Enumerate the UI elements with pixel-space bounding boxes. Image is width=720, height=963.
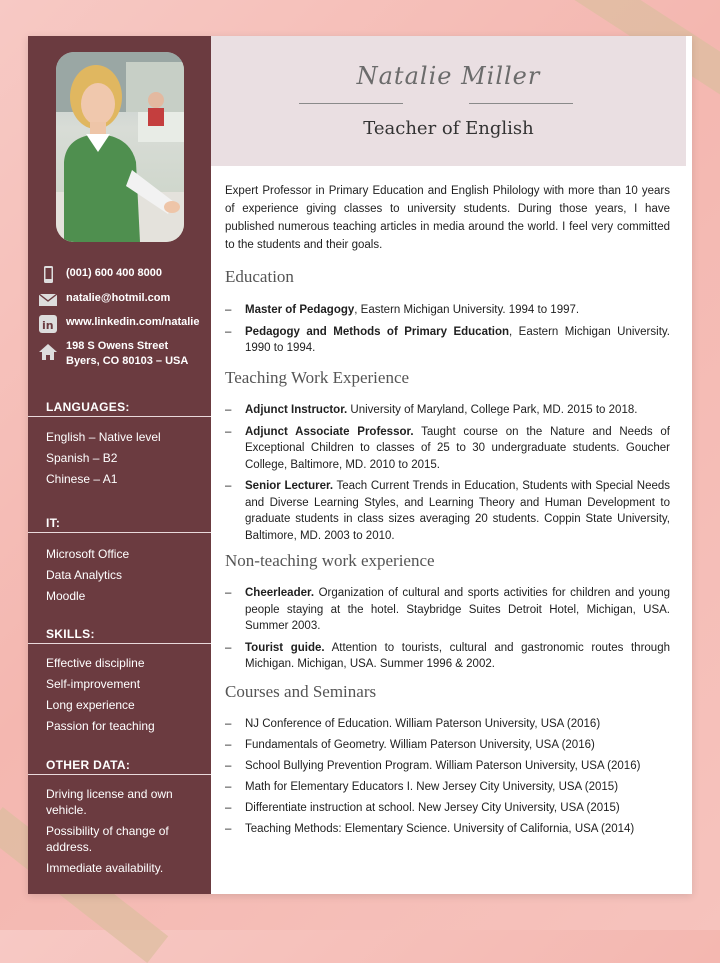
nonteaching-item: – Cheerleader. Organization of cultural and sports activities for children and young people staying at the hotel. Staybridge Suites Detroit Hotel, Michigan, USA. Summer 2003. xyxy=(225,587,670,632)
other-data-item: Immediate availability. xyxy=(46,861,164,875)
language-item: Spanish – B2 xyxy=(46,451,118,465)
teaching-item: – Adjunct Instructor. University of Maryland, College Park, MD. 2015 to 2018. xyxy=(225,404,638,416)
svg-text:in: in xyxy=(42,319,54,332)
education-item: – Pedagogy and Methods of Primary Education, Eastern Michigan University. 1990 to 1994. xyxy=(225,325,670,354)
course-item: – Differentiate instruction at school. New Jersey City University, USA (2015) xyxy=(225,802,620,814)
it-item: Microsoft Office xyxy=(46,547,130,561)
it-list xyxy=(46,544,206,607)
course-item: – School Bullying Prevention Program. William Paterson University, USA (2016) xyxy=(225,760,641,772)
person-name: Natalie Miller xyxy=(356,62,541,90)
course-item: – Fundamentals of Geometry. William Paterson University, USA (2016) xyxy=(225,739,595,751)
nonteaching-list xyxy=(225,585,670,678)
language-item: English – Native level xyxy=(46,430,161,444)
linkedin-icon xyxy=(38,315,58,333)
email-icon xyxy=(38,291,58,309)
teaching-list xyxy=(225,402,670,549)
education-list xyxy=(225,302,670,362)
header-band xyxy=(211,36,686,166)
education-heading: Education xyxy=(225,267,294,286)
phone-icon xyxy=(38,266,58,284)
nonteaching-heading: Non-teaching work experience xyxy=(225,551,435,570)
address-line-2: Byers, CO 80103 – USA xyxy=(66,355,189,367)
it-item: Data Analytics xyxy=(46,568,123,582)
education-item: – Master of Pedagogy, Eastern Michigan University. 1994 to 1997. xyxy=(225,304,580,316)
it-item: Moodle xyxy=(46,589,86,603)
course-item: – NJ Conference of Education. William Paterson University, USA (2016) xyxy=(225,718,601,730)
profile-photo xyxy=(56,52,184,242)
skill-item: Long experience xyxy=(46,698,135,712)
phone-number: (001) 600 400 8000 xyxy=(66,267,163,279)
teaching-heading: Teaching Work Experience xyxy=(225,368,410,387)
sidebar xyxy=(28,36,211,894)
course-item: – Math for Elementary Educators I. New Jersey City University, USA (2015) xyxy=(225,781,619,793)
address xyxy=(66,339,216,369)
courses-list xyxy=(225,716,670,842)
skill-item: Self-improvement xyxy=(46,677,141,691)
skill-item: Effective discipline xyxy=(46,656,145,670)
skills-list xyxy=(46,653,206,737)
job-title: Teacher of English xyxy=(363,118,534,139)
course-item: – Teaching Methods: Elementary Science. University of California, USA (2014) xyxy=(225,823,635,835)
divider-line xyxy=(469,103,573,104)
skill-item: Passion for teaching xyxy=(46,719,155,733)
languages-list xyxy=(46,427,206,490)
nonteaching-item: – Tourist guide. Attention to tourists, cultural and gastronomic routes through Michigan. Michigan, USA. Summer 1996 & 2002. xyxy=(225,641,670,670)
other-data-item: Driving license and own vehicle. xyxy=(46,787,173,817)
email-address[interactable]: natalie@hotmil.com xyxy=(66,292,171,304)
linkedin-url[interactable]: www.linkedin.com/natalie xyxy=(66,316,200,328)
profile-summary: Expert Professor in Primary Education and English Philology with more than 10 years of experience giving classes to university students. During those years, I have published numerous teaching articles in media around the world. I feel very committed to the students and their goals. xyxy=(225,185,670,251)
skills-heading: SKILLS: xyxy=(28,625,211,644)
address-line-1: 198 S Owens Street xyxy=(66,340,169,352)
other-data-list xyxy=(46,786,186,881)
divider-line xyxy=(299,103,403,104)
teaching-item: – Senior Lecturer. Teach Current Trends in Education, Students with Special Needs and Diverse Learning Styles, and Learning Theory and Human Development to graduate students in class sizes averaging 20 students. Coppin State University, Baltimore, MD. 2003 to 2010. xyxy=(225,480,671,542)
home-icon xyxy=(38,343,58,361)
other-data-heading: OTHER DATA: xyxy=(28,756,211,775)
languages-heading: LANGUAGES: xyxy=(28,398,211,417)
it-heading: IT: xyxy=(28,514,211,533)
language-item: Chinese – A1 xyxy=(46,472,118,486)
courses-heading: Courses and Seminars xyxy=(225,682,377,701)
other-data-item: Possibility of change of address. xyxy=(46,824,169,854)
teaching-item: – Adjunct Associate Professor. Taught course on the Nature and Needs of Exceptional Children to classes of 25 to 30 undergraduate students. Goucher College, Baltimore, MD. 2010 to 2015. xyxy=(225,425,670,471)
resume-sheet xyxy=(28,36,692,894)
